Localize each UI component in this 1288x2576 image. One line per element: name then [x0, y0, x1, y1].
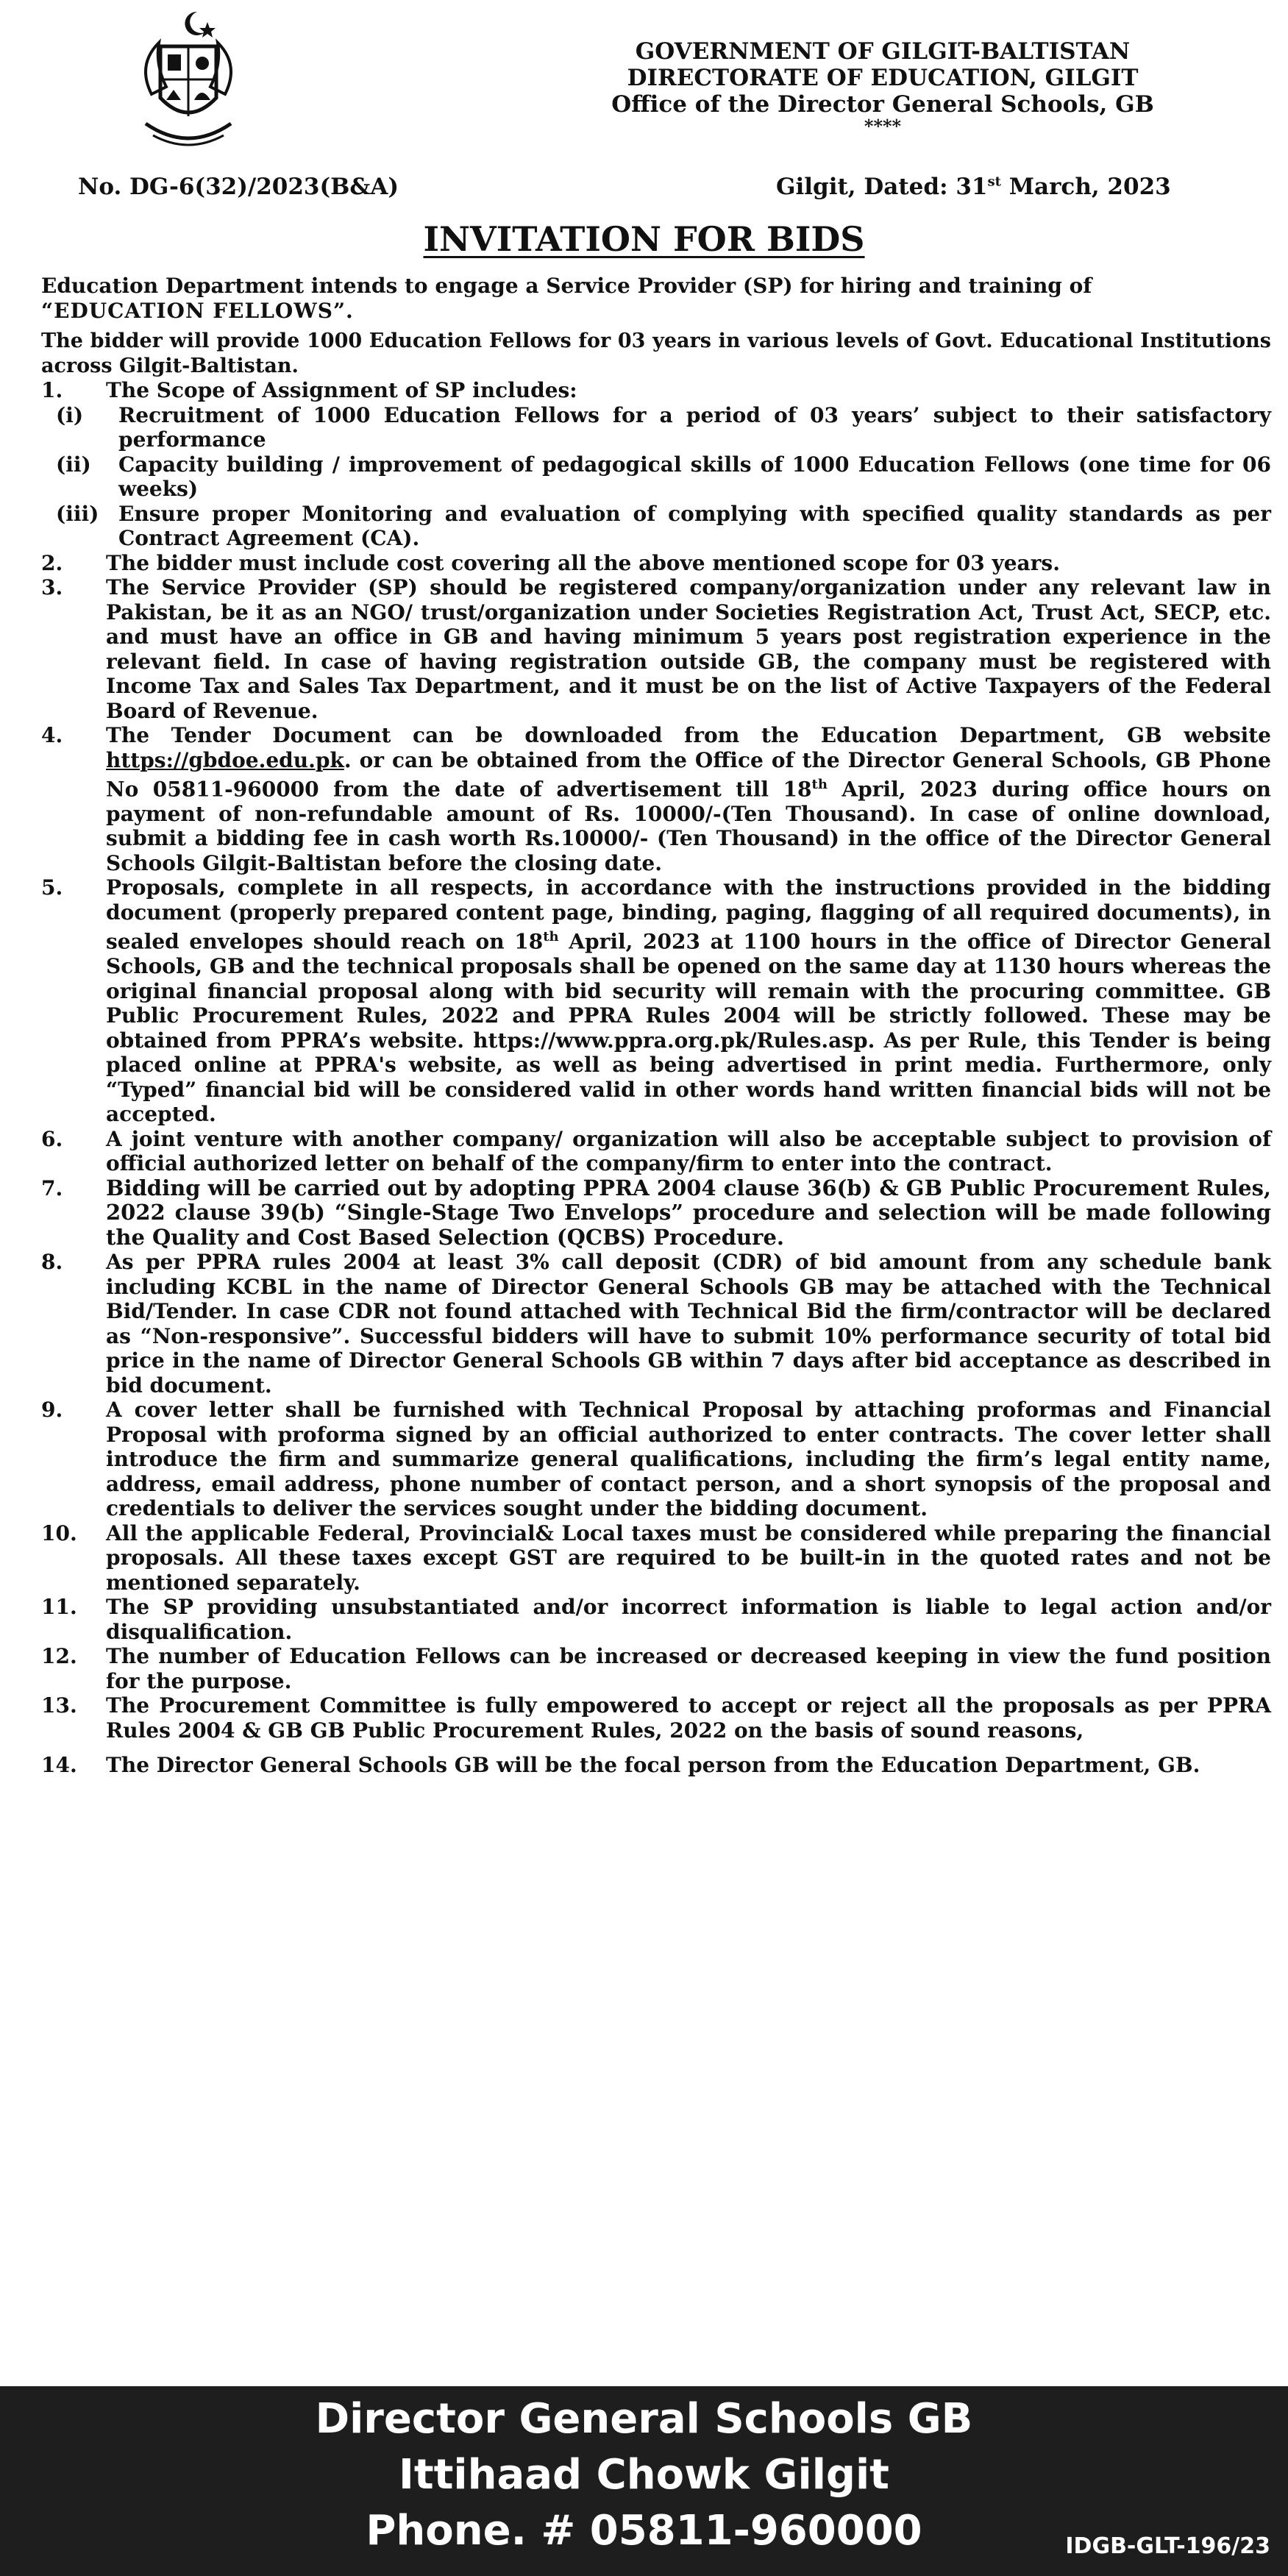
point-7: 7. Bidding will be carried out by adopting PPRA 2004 clause 36(b) & GB Public Procurement Rules, 2022 clause 39(b) “Single-Stage Two Envelops” procedure and selection will be made following the Quality and Cost Based Selection (QCBS) Procedure.: [41, 1175, 1271, 1250]
page-title: INVITATION FOR BIDS: [423, 219, 865, 259]
date-rest: March, 2023: [1008, 174, 1171, 200]
intro-quote: “EDUCATION FELLOWS”.: [41, 298, 354, 323]
point-5: 5. Proposals, complete in all respects, in accordance with the instructions provided in the bidding document (properly prepared content page, binding, paging, flagging of all required documents), in sealed envelopes should reach on 18th April, 2023 at 1100 hours in the office of Director General Schools, GB and the technical proposals shall be opened on the same day at 1130 hours whereas the original financial proposal along with bid security will remain with the procuring committee. GB Public Procurement Rules, 2022 and PPRA Rules 2004 will be strictly followed. These may be obtained from PPRA’s website. https://www.ppra.org.pk/Rules.asp. As per Rule, this Tender is being placed online at PPRA's website, as well as being advertised in print media. Furthermore, only “Typed” financial bid will be considered valid in other words hand written financial bids will not be accepted.: [41, 875, 1272, 1127]
tender-body: [41, 274, 1271, 1778]
footer-line-1: Director General Schools GB: [315, 2395, 973, 2443]
point-4: 4. The Tender Document can be downloaded from the Education Department, GB website https://gbdoe.edu.pk. or can be obtained from the Office of the Director General Schools, GB Phone No 05811-960000 from the date of advertisement till 18th April, 2023 during office hours on payment of non-refundable amount of Rs. 10000/-(Ten Thousand). In case of online download, submit a bidding fee in cash worth Rs.10000/- (Ten Thousand) in the office of the Director General Schools Gilgit-Baltistan before the closing date.: [41, 723, 1272, 875]
point-11: 11. The SP providing unsubstantiated and/or incorrect information is liable to legal action and/or disqualification.: [41, 1595, 1271, 1644]
date-prefix: Gilgit, Dated:: [776, 174, 948, 200]
point-13: 13. The Procurement Committee is fully empowered to accept or reject all the proposals as per PPRA Rules 2004 & GB GB Public Procurement Rules, 2022 on the basis of sound reasons,: [41, 1693, 1271, 1743]
point-8: 8. As per PPRA rules 2004 at least 3% call deposit (CDR) of bid amount from any schedule bank including KCBL in the name of Director General Schools GB may be attached with the Technical Bid/Tender. In case CDR not found attached with Technical Bid the firm/contractor will be declared as “Non-responsive”. Successful bidders will have to submit 10% performance security of total bid price in the name of Director General Schools GB within 7 days after bid acceptance as described in bid document.: [41, 1250, 1271, 1398]
website-link[interactable]: https://gbdoe.edu.pk: [106, 747, 344, 772]
footer-phone: Phone. # 05811-960000: [366, 2507, 922, 2555]
point-3: 3. The Service Provider (SP) should be registered company/organization under any relevant law in Pakistan, be it as an NGO/ trust/organization under Societies Registration Act, Trust Act, SECP, etc. and must have an office in GB and having minimum 5 years post registration experience in the relevant field. In case of having registration outside GB, the company must be registered with Income Tax and Sales Tax Department, and it must be on the list of Active Taxpayers of the Federal Board of Revenue.: [41, 575, 1271, 723]
point-1-sub-i: (i) Recruitment of 1000 Education Fellows for a period of 03 years’ subject to their satisfactory performance: [56, 402, 1271, 452]
date-day: 31: [956, 174, 988, 200]
directorate-name: DIRECTORATE OF EDUCATION, GILGIT: [627, 65, 1139, 91]
point-9: 9. A cover letter shall be furnished with Technical Proposal by attaching proformas and Financial Proposal with proforma signed by an official authorized to enter contracts. The cover letter shall introduce the firm and summarize general qualifications, including the firm’s legal entity name, address, email address, phone number of contact person, and a short synopsis of the proposal and credentials to deliver the services sought under the bidding document.: [41, 1398, 1271, 1521]
bidder-statement: The bidder will provide 1000 Education Fellows for 03 years in various levels of Govt. Educational Institutions across Gilgit-Baltistan.: [41, 330, 1271, 377]
government-emblem: [131, 6, 246, 160]
office-name: Office of the Director General Schools, GB: [611, 91, 1154, 118]
intro-text: Education Department intends to engage a Service Provider (SP) for hiring and training of “EDUCATION FELLOWS”.: [41, 274, 1092, 323]
point-12: 12. The number of Education Fellows can be increased or decreased keeping in view the fund position for the purpose.: [41, 1644, 1271, 1693]
point-1-sub-ii: (ii) Capacity building / improvement of pedagogical skills of 1000 Education Fellows (one time for 06 weeks): [56, 452, 1271, 501]
point-2: 2. The bidder must include cost covering all the above mentioned scope for 03 years.: [41, 550, 1060, 575]
point-1-sub-iii: (iii) Ensure proper Monitoring and evaluation of complying with specified quality standards as per Contract Agreement (CA).: [56, 501, 1271, 550]
govt-name: GOVERNMENT OF GILGIT-BALTISTAN: [635, 38, 1131, 65]
point-6: 6. A joint venture with another company/ organization will also be acceptable subject to provision of official authorized letter on behalf of the company/firm to enter into the contract.: [41, 1126, 1271, 1176]
letterhead: [515, 38, 1250, 135]
stars: ****: [864, 115, 902, 137]
point-1: 1. The Scope of Assignment of SP includes:: [41, 378, 577, 402]
footer-line-2: Ittihaad Chowk Gilgit: [399, 2451, 889, 2499]
reference-number: No. DG-6(32)/2023(B&A): [78, 174, 399, 200]
date-sup: st: [987, 174, 1001, 190]
point-14: 14. The Director General Schools GB will be the focal person from the Education Department, GB.: [41, 1753, 1200, 1778]
ad-code: IDGB-GLT-196/23: [1065, 2533, 1270, 2559]
issue-date: [776, 174, 1171, 200]
point-10: 10. All the applicable Federal, Provincial& Local taxes must be considered while preparing the financial proposals. All these taxes except GST are required to be built-in in the quoted rates and not be mentioned separately.: [41, 1520, 1271, 1595]
